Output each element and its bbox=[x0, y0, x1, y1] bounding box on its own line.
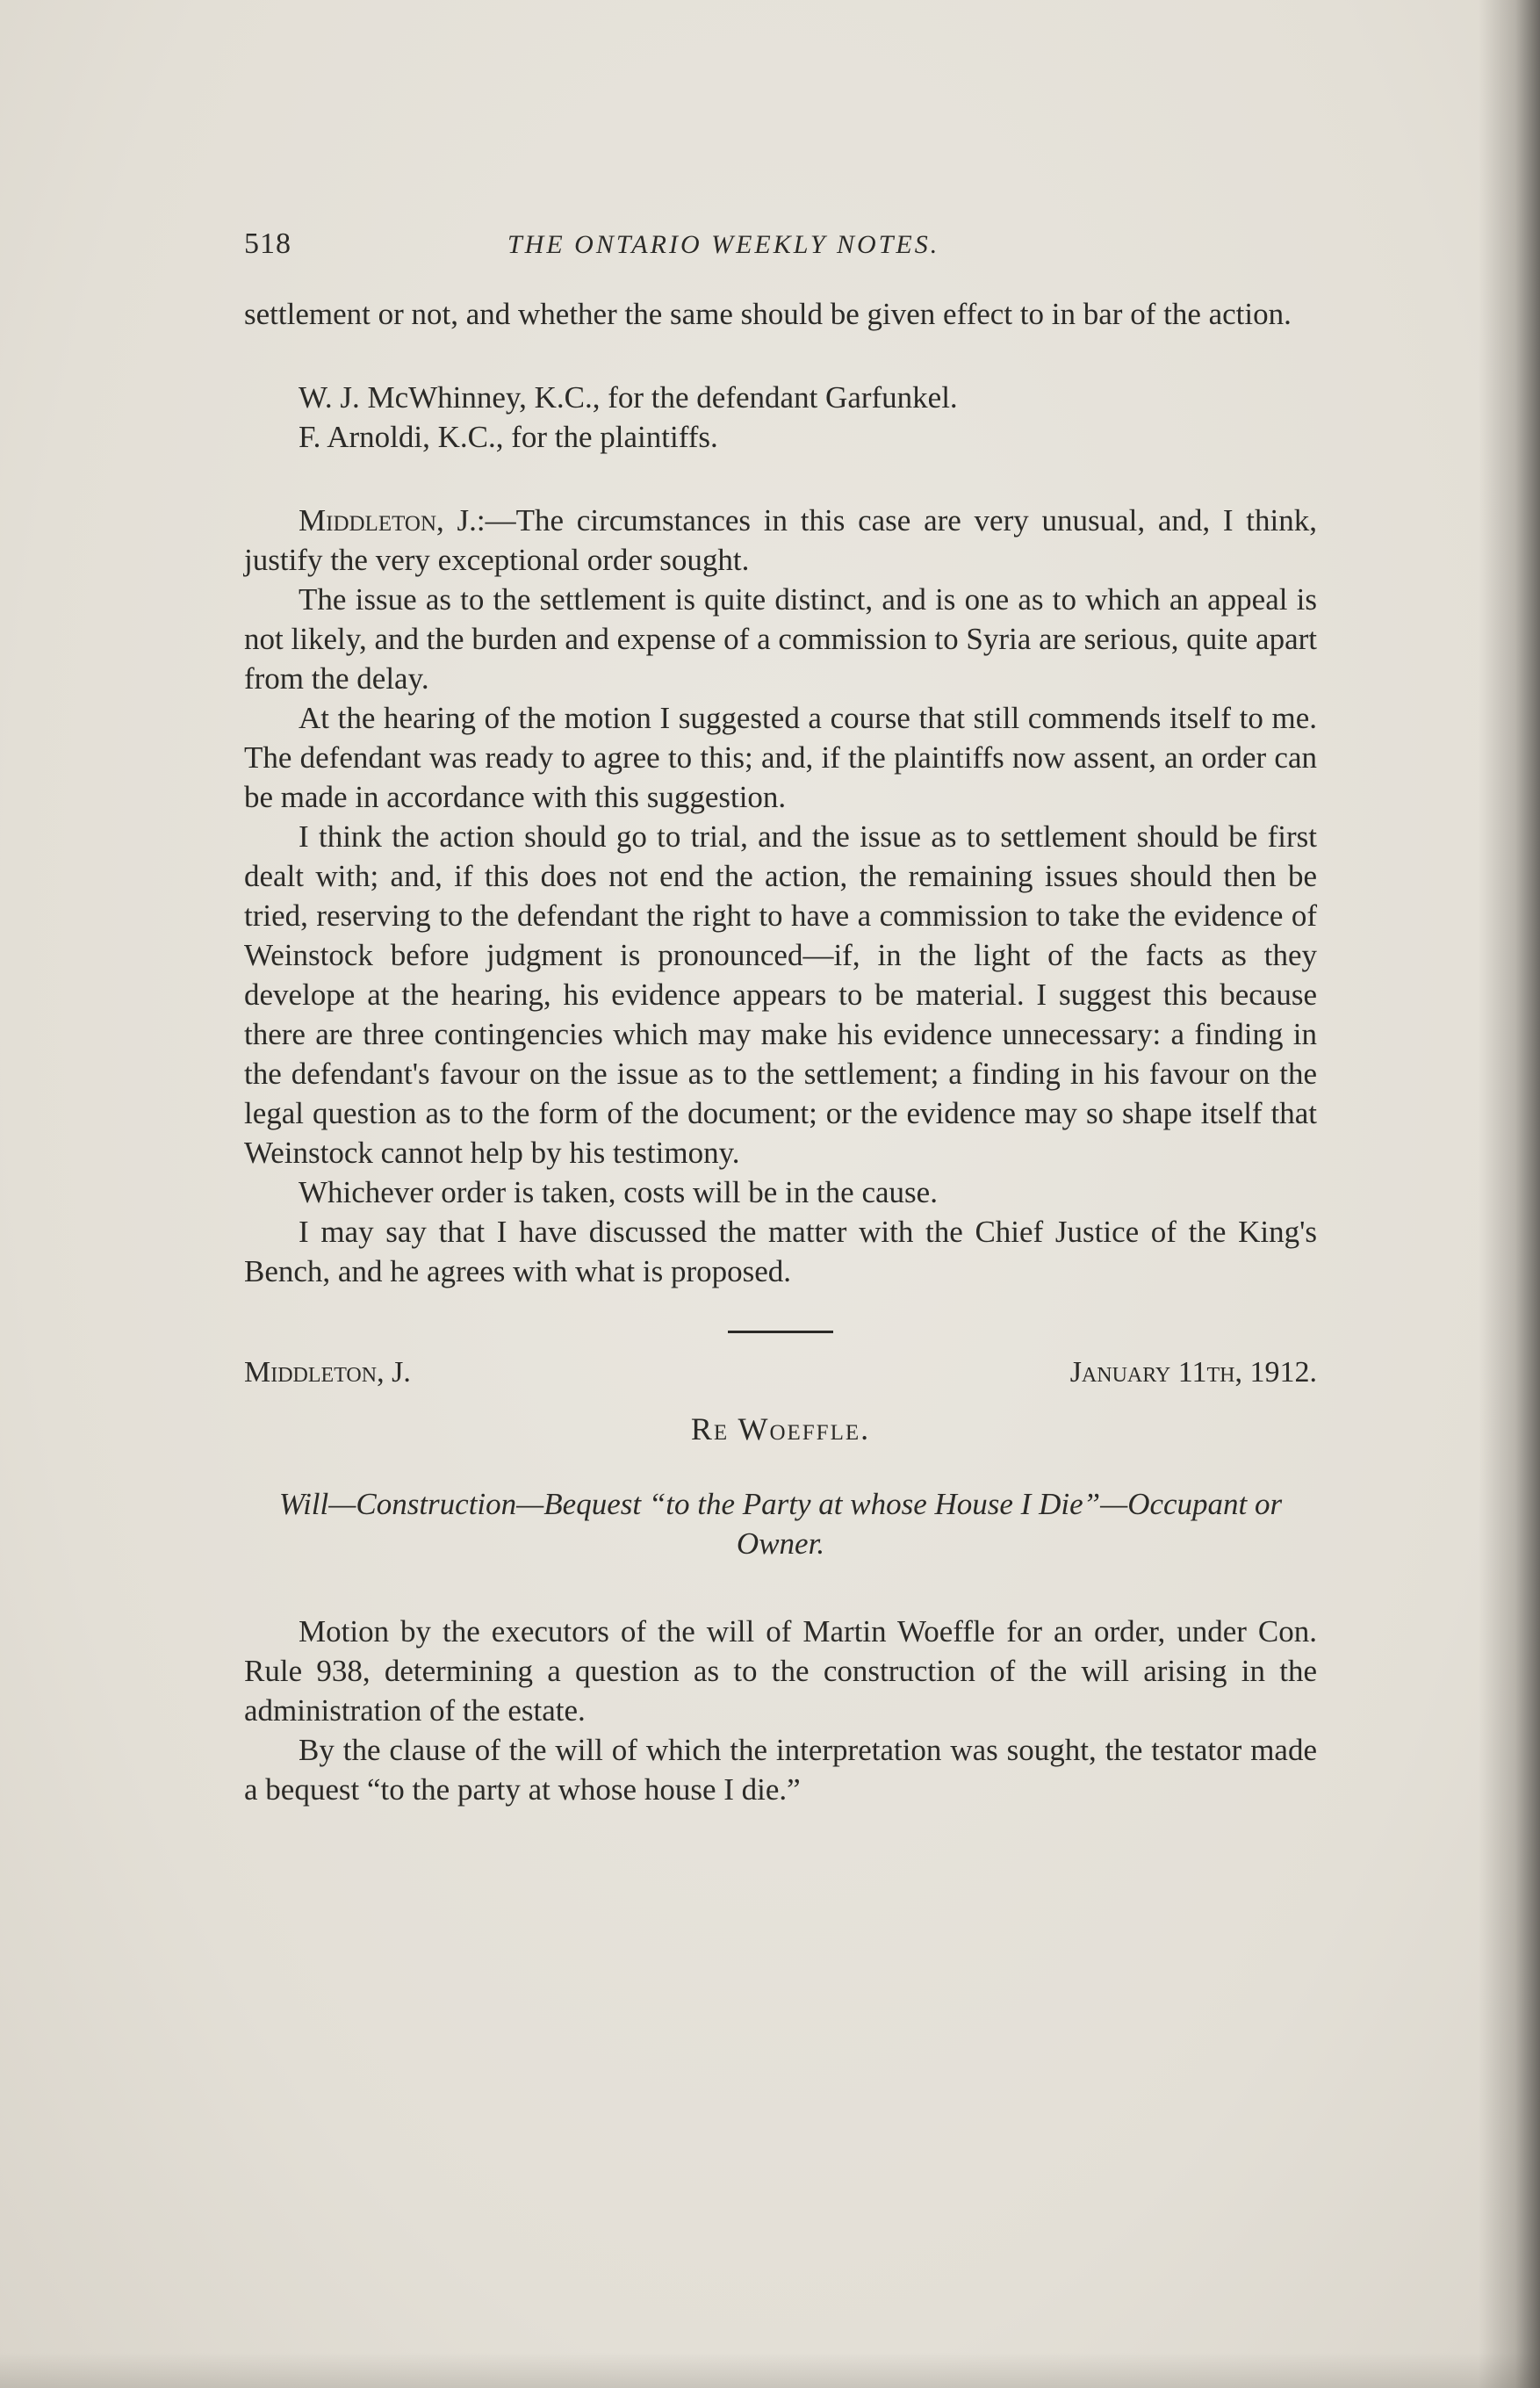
case-date: January 11th, 1912. bbox=[1069, 1356, 1317, 1389]
book-spine-shadow bbox=[1479, 0, 1540, 2388]
case-paragraph: By the clause of the will of which the interpretation was sought, the testator made a bequest “to the party at whose house I die.” bbox=[244, 1733, 1317, 1807]
page-content bbox=[244, 224, 1317, 1809]
counsel-line-plaintiffs: F. Arnoldi, K.C., for the plaintiffs. bbox=[299, 420, 718, 454]
case-judge: Middleton, J. bbox=[244, 1356, 411, 1389]
page-bottom-edge bbox=[0, 2353, 1540, 2388]
counsel-block bbox=[244, 378, 1317, 457]
judge-name: Middleton, J. bbox=[299, 503, 477, 537]
judgment-paragraph: I may say that I have discussed the matter with the Chief Justice of the King's Bench, and he agrees with what is proposed. bbox=[244, 1215, 1317, 1288]
case-title: Re Woeffle. bbox=[690, 1411, 871, 1447]
judgment-paragraph: I think the action should go to trial, and the issue as to settlement should be first dealt with; and, if this does not end the action, the remaining issues should then be tried, reserving to the defendant the right to have a commission to take the evidence of Weinstock before judgment is pronounced—if, in the light of the facts as they develope at the hearing, his evidence appears to be material. I suggest this because there are three contingencies which may make his evidence unnecessary: a finding in the defendant's favour on the issue as to the settlement; a finding in his favour on the legal question as to the form of the document; or the evidence may so shape itself that Weinstock cannot help by his testimony. bbox=[244, 819, 1317, 1170]
judge-separator: :— bbox=[476, 503, 516, 537]
judgment-paragraph: The issue as to the settlement is quite distinct, and is one as to which an appeal is not likely, and the burden and expense of a commission to Syria are serious, quite apart from the delay. bbox=[244, 582, 1317, 696]
running-title: THE ONTARIO WEEKLY NOTES. bbox=[507, 230, 940, 259]
judgment-opening-paragraph bbox=[244, 501, 1317, 580]
judgment-paragraph: At the hearing of the motion I suggested a course that still commends itself to me. The defendant was ready to agree to this; and, if the plaintiffs now assent, an order can be made in accordance with this suggestion. bbox=[244, 701, 1317, 814]
case-headnote: Will—Construction—Bequest “to the Party at whose House I Die”—Occupant or Owner. bbox=[278, 1487, 1283, 1561]
case-separator-rule bbox=[728, 1331, 833, 1333]
judgment-body bbox=[244, 501, 1317, 1291]
counsel-line-defendant: W. J. McWhinney, K.C., for the defendant Garfunkel. bbox=[299, 380, 958, 415]
carryover-paragraph: settlement or not, and whether the same should be given effect to in bar of the action. bbox=[244, 297, 1292, 331]
case-paragraph: Motion by the executors of the will of Martin Woeffle for an order, under Con. Rule 938, determining a question as to the construction of the will arising in the administration of the estate. bbox=[244, 1614, 1317, 1728]
case-meta-line bbox=[244, 1353, 1317, 1392]
page-number: 518 bbox=[244, 227, 291, 260]
running-header bbox=[244, 224, 1317, 264]
judgment-opening-text: The circumstances in this case are very unusual, and, I think, justify the very exceptional order sought. bbox=[244, 503, 1317, 577]
judgment-paragraph: Whichever order is taken, costs will be in the cause. bbox=[299, 1175, 938, 1209]
